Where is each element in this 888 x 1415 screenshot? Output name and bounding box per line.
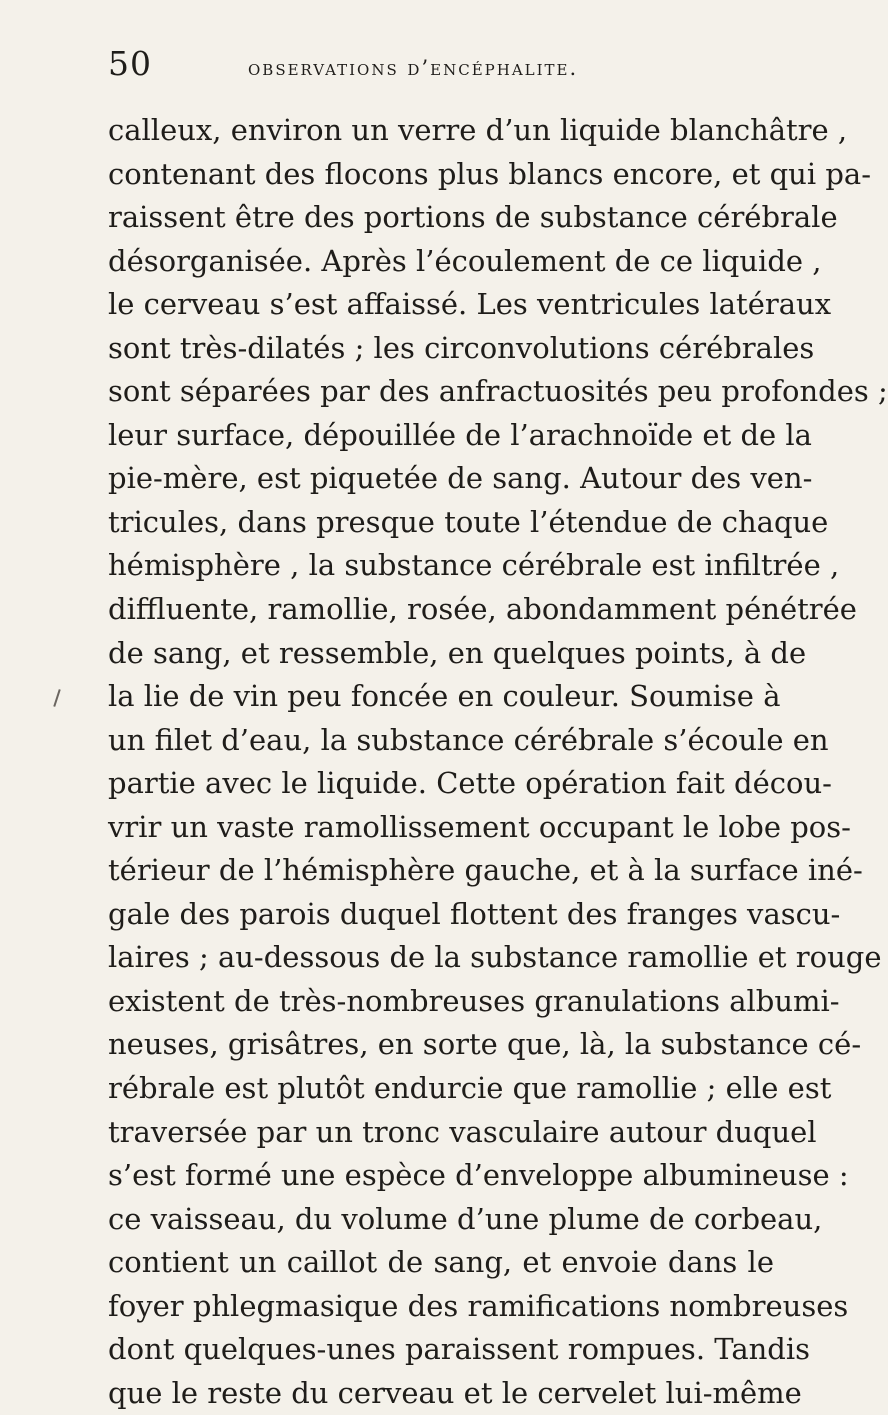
text-line: de sang, et ressemble, en quelques points, à de [108, 635, 807, 670]
text-line: hémisphère , la substance cérébrale est infiltrée , [108, 548, 840, 583]
text-line: leur surface, dépouillée de l’arachnoïde et de la [108, 417, 812, 452]
text-line: s’est formé une espèce d’enveloppe albumineuse : [108, 1158, 849, 1193]
text-line: vrir un vaste ramollissement occupant le lobe pos- [108, 809, 851, 844]
text-line: gale des parois duquel flottent des franges vascu- [108, 896, 841, 931]
text-line: sont très-dilatés ; les circonvolutions cérébrales [108, 330, 815, 365]
text-line: ce vaisseau, du volume d’une plume de corbeau, [108, 1201, 823, 1236]
text-line: existent de très-nombreuses granulations albumi- [108, 983, 840, 1018]
text-line: dont quelques-unes paraissent rompues. Tandis [108, 1332, 811, 1367]
text-line: raissent être des portions de substance cérébrale [108, 200, 838, 235]
running-head [108, 44, 774, 92]
body-text [108, 109, 888, 1415]
text-line: un filet d’eau, la substance cérébrale s’écoule en [108, 722, 829, 757]
text-line: calleux, environ un verre d’un liquide blanchâtre , [108, 113, 848, 147]
text-line: neuses, grisâtres, en sorte que, là, la substance cé- [108, 1027, 862, 1062]
text-line: partie avec le liquide. Cette opération fait décou- [108, 766, 832, 801]
text-line: traversée par un tronc vasculaire autour duquel [108, 1114, 817, 1149]
text-line: pie-mère, est piquetée de sang. Autour des ven- [108, 461, 813, 496]
text-line: laires ; au-dessous de la substance ramollie et rouge [108, 940, 882, 975]
text-line: le cerveau s’est affaissé. Les ventricules latéraux [108, 287, 832, 322]
text-line: térieur de l’hémisphère gauche, et à la surface iné- [108, 853, 863, 888]
text-line: rébrale est plutôt endurcie que ramollie ; elle est [108, 1071, 832, 1106]
text-line: foyer phlegmasique des ramifications nombreuses [108, 1288, 849, 1323]
text-line: sont séparées par des anfractuosités peu profondes ; [108, 374, 888, 409]
text-line: désorganisée. Après l’écoulement de ce liquide , [108, 243, 822, 278]
text-line: tricules, dans presque toute l’étendue de chaque [108, 504, 829, 539]
text-line: que le reste du cerveau et le cervelet lui-même [108, 1375, 802, 1410]
text-line: diffluente, ramollie, rosée, abondamment pénétrée [108, 592, 857, 627]
running-title: observations d’encéphalite. [248, 56, 579, 80]
text-line: contient un caillot de sang, et envoie dans le [108, 1245, 774, 1280]
text-line: la lie de vin peu foncée en couleur. Soumise à [108, 679, 781, 714]
text-line: contenant des flocons plus blancs encore, et qui pa- [108, 156, 872, 191]
page-number: 50 [108, 44, 152, 83]
margin-pencil-mark [53, 689, 60, 707]
